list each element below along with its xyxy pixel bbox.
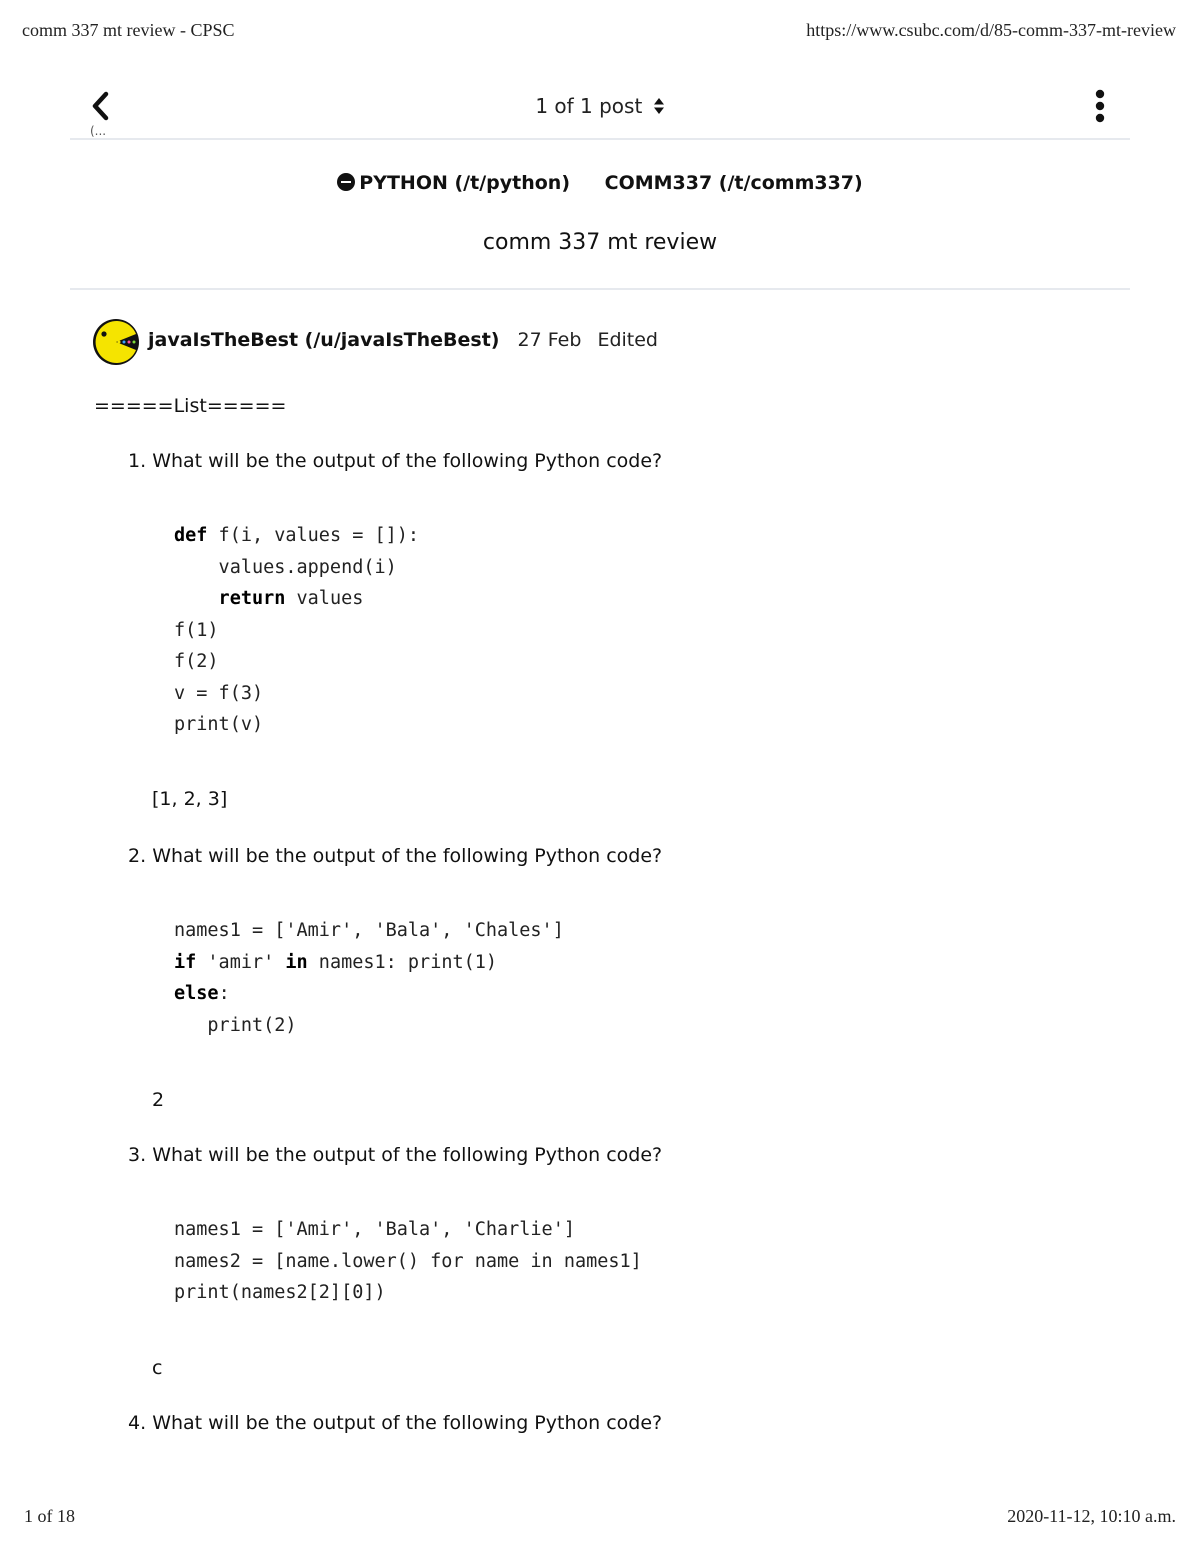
- post-meta: [148, 329, 658, 351]
- post-date[interactable]: 27 Feb: [517, 329, 582, 351]
- print-datetime: 2020-11-12, 10:10 a.m.: [1007, 1506, 1176, 1526]
- tag-python[interactable]: [337, 172, 570, 194]
- code-line: def f(i, values = []):: [174, 525, 420, 546]
- post-title: comm 337 mt review: [482, 230, 718, 255]
- tag-dot-icon: [337, 173, 355, 191]
- more-vertical-icon: [1090, 88, 1110, 124]
- question-2: [128, 845, 662, 867]
- code-line: v = f(3): [174, 682, 264, 704]
- tag-list: [0, 172, 1200, 194]
- sort-updown-icon: [653, 97, 665, 115]
- answer-3: c: [152, 1357, 163, 1379]
- print-page-number: 1 of 18: [24, 1506, 75, 1526]
- more-options-button[interactable]: [1090, 88, 1110, 124]
- code-line: names1 = ['Amir', 'Bala', 'Charlie']: [174, 1219, 575, 1240]
- code-line: print(names2[2][0]): [174, 1282, 386, 1303]
- tag-label: COMM337 (/t/comm337): [604, 172, 863, 194]
- question-4: [128, 1412, 662, 1434]
- question-number: 3.: [128, 1144, 147, 1166]
- print-page-title: comm 337 mt review - CPSC: [22, 20, 235, 40]
- question-text: What will be the output of the following Python code?: [152, 1144, 663, 1166]
- tag-comm337[interactable]: [605, 172, 863, 194]
- code-line: f(2): [174, 651, 219, 672]
- code-line: if 'amir' in names1: print(1): [174, 951, 498, 973]
- answer-2: 2: [152, 1089, 165, 1111]
- post-topbar: [70, 82, 1130, 140]
- question-text: What will be the output of the following Python code?: [152, 845, 663, 867]
- code-block-1: [174, 520, 419, 741]
- code-block-2: [174, 915, 564, 1041]
- code-line: values.append(i): [174, 556, 397, 578]
- question-1: [128, 450, 662, 472]
- tag-label: PYTHON (/t/python): [359, 172, 570, 194]
- code-line: f(1): [174, 619, 219, 641]
- question-text: What will be the output of the following Python code?: [152, 450, 663, 472]
- code-line: names2 = [name.lower() for name in names1]: [174, 1250, 642, 1272]
- code-line: return values: [174, 588, 364, 609]
- code-line: else:: [174, 983, 230, 1004]
- back-link-fragment: (...: [90, 124, 107, 138]
- question-number: 2.: [128, 845, 147, 867]
- code-line: names1 = ['Amir', 'Bala', 'Chales']: [174, 920, 564, 941]
- pacman-avatar[interactable]: [92, 318, 140, 366]
- question-3: [128, 1144, 662, 1166]
- question-number: 4.: [128, 1412, 147, 1434]
- code-line: print(v): [174, 714, 264, 735]
- section-heading: =====List=====: [94, 395, 287, 417]
- print-page-url: https://www.csubc.com/d/85-comm-337-mt-review: [806, 20, 1176, 40]
- post-counter[interactable]: [70, 94, 1130, 118]
- author-link[interactable]: javaIsTheBest (/u/javaIsTheBest): [148, 329, 500, 351]
- divider: [70, 288, 1130, 290]
- question-text: What will be the output of the following Python code?: [152, 1412, 663, 1434]
- code-block-3: [174, 1214, 642, 1309]
- answer-1: [1, 2, 3]: [152, 788, 228, 810]
- post-counter-label: 1 of 1 post: [535, 94, 643, 118]
- question-number: 1.: [128, 450, 147, 472]
- code-line: print(2): [174, 1014, 297, 1036]
- edited-indicator[interactable]: Edited: [597, 329, 658, 351]
